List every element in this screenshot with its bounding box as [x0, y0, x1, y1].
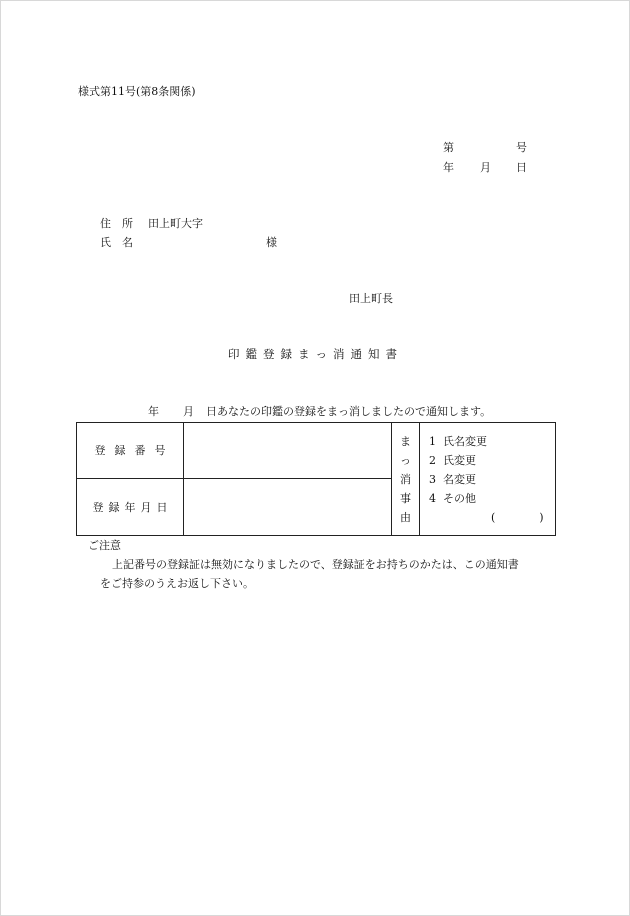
registration-table: [76, 422, 556, 536]
caution-heading: ご注意: [88, 539, 121, 552]
reg-number-label: 登録番号: [94, 444, 175, 457]
reason-option: [429, 470, 555, 489]
ref-dai: 第: [443, 141, 454, 154]
ref-go: 号: [516, 141, 527, 154]
reason-header-char: 事: [400, 491, 411, 505]
notice-year: 年: [148, 405, 159, 418]
honorific-sama: 様: [266, 236, 277, 249]
form-number-label: 様式第11号(第8条関係): [78, 85, 196, 98]
date-year: 年: [443, 161, 454, 174]
reason-header-char: 由: [400, 510, 411, 524]
reason-option: [429, 489, 555, 508]
reason-header-char: ま: [400, 434, 411, 448]
reg-number-value-cell: [184, 423, 392, 479]
reason-option: [429, 451, 555, 470]
reg-date-label-cell: [77, 479, 184, 536]
reason-header-cell: [392, 423, 420, 536]
reason-header-char: っ: [400, 453, 411, 467]
reason-option-label: 氏変更: [443, 454, 476, 467]
caution-line-1: 上記番号の登録証は無効になりましたので、登録証をお持ちのかたは、この通知書: [112, 558, 519, 571]
caution-line-2: をご持参のうえお返し下さい。: [100, 577, 254, 590]
notice-text: 日あなたの印鑑の登録をまっ消しましたので通知します。: [206, 405, 492, 418]
reason-options-cell: [420, 423, 556, 536]
reg-number-label-cell: [77, 423, 184, 479]
other-reason-parentheses: [429, 508, 555, 527]
reason-option-label: 名変更: [443, 473, 476, 486]
address-value: 田上町大字: [148, 217, 203, 230]
other-open-paren: (: [491, 511, 496, 524]
address-label: 住 所: [100, 217, 133, 230]
reason-option: [429, 432, 555, 451]
date-month: 月: [480, 161, 491, 174]
document-title: 印鑑登録まっ消通知書: [228, 347, 403, 361]
reason-option-label: 氏名変更: [443, 435, 487, 448]
reason-option-number: 1: [429, 435, 436, 448]
reg-date-label: 登録年月日: [92, 500, 173, 514]
notice-month: 月: [183, 405, 194, 418]
other-close-paren: ): [539, 511, 544, 524]
reg-date-value-cell: [184, 479, 392, 536]
name-label: 氏 名: [100, 236, 133, 249]
reason-header-char: 消: [400, 472, 411, 486]
issuer-name: 田上町長: [349, 292, 393, 305]
reason-option-number: 3: [429, 473, 436, 486]
reason-option-number: 4: [429, 492, 436, 505]
reason-option-number: 2: [429, 454, 436, 467]
date-day: 日: [516, 161, 527, 174]
reason-option-label: その他: [443, 492, 476, 505]
